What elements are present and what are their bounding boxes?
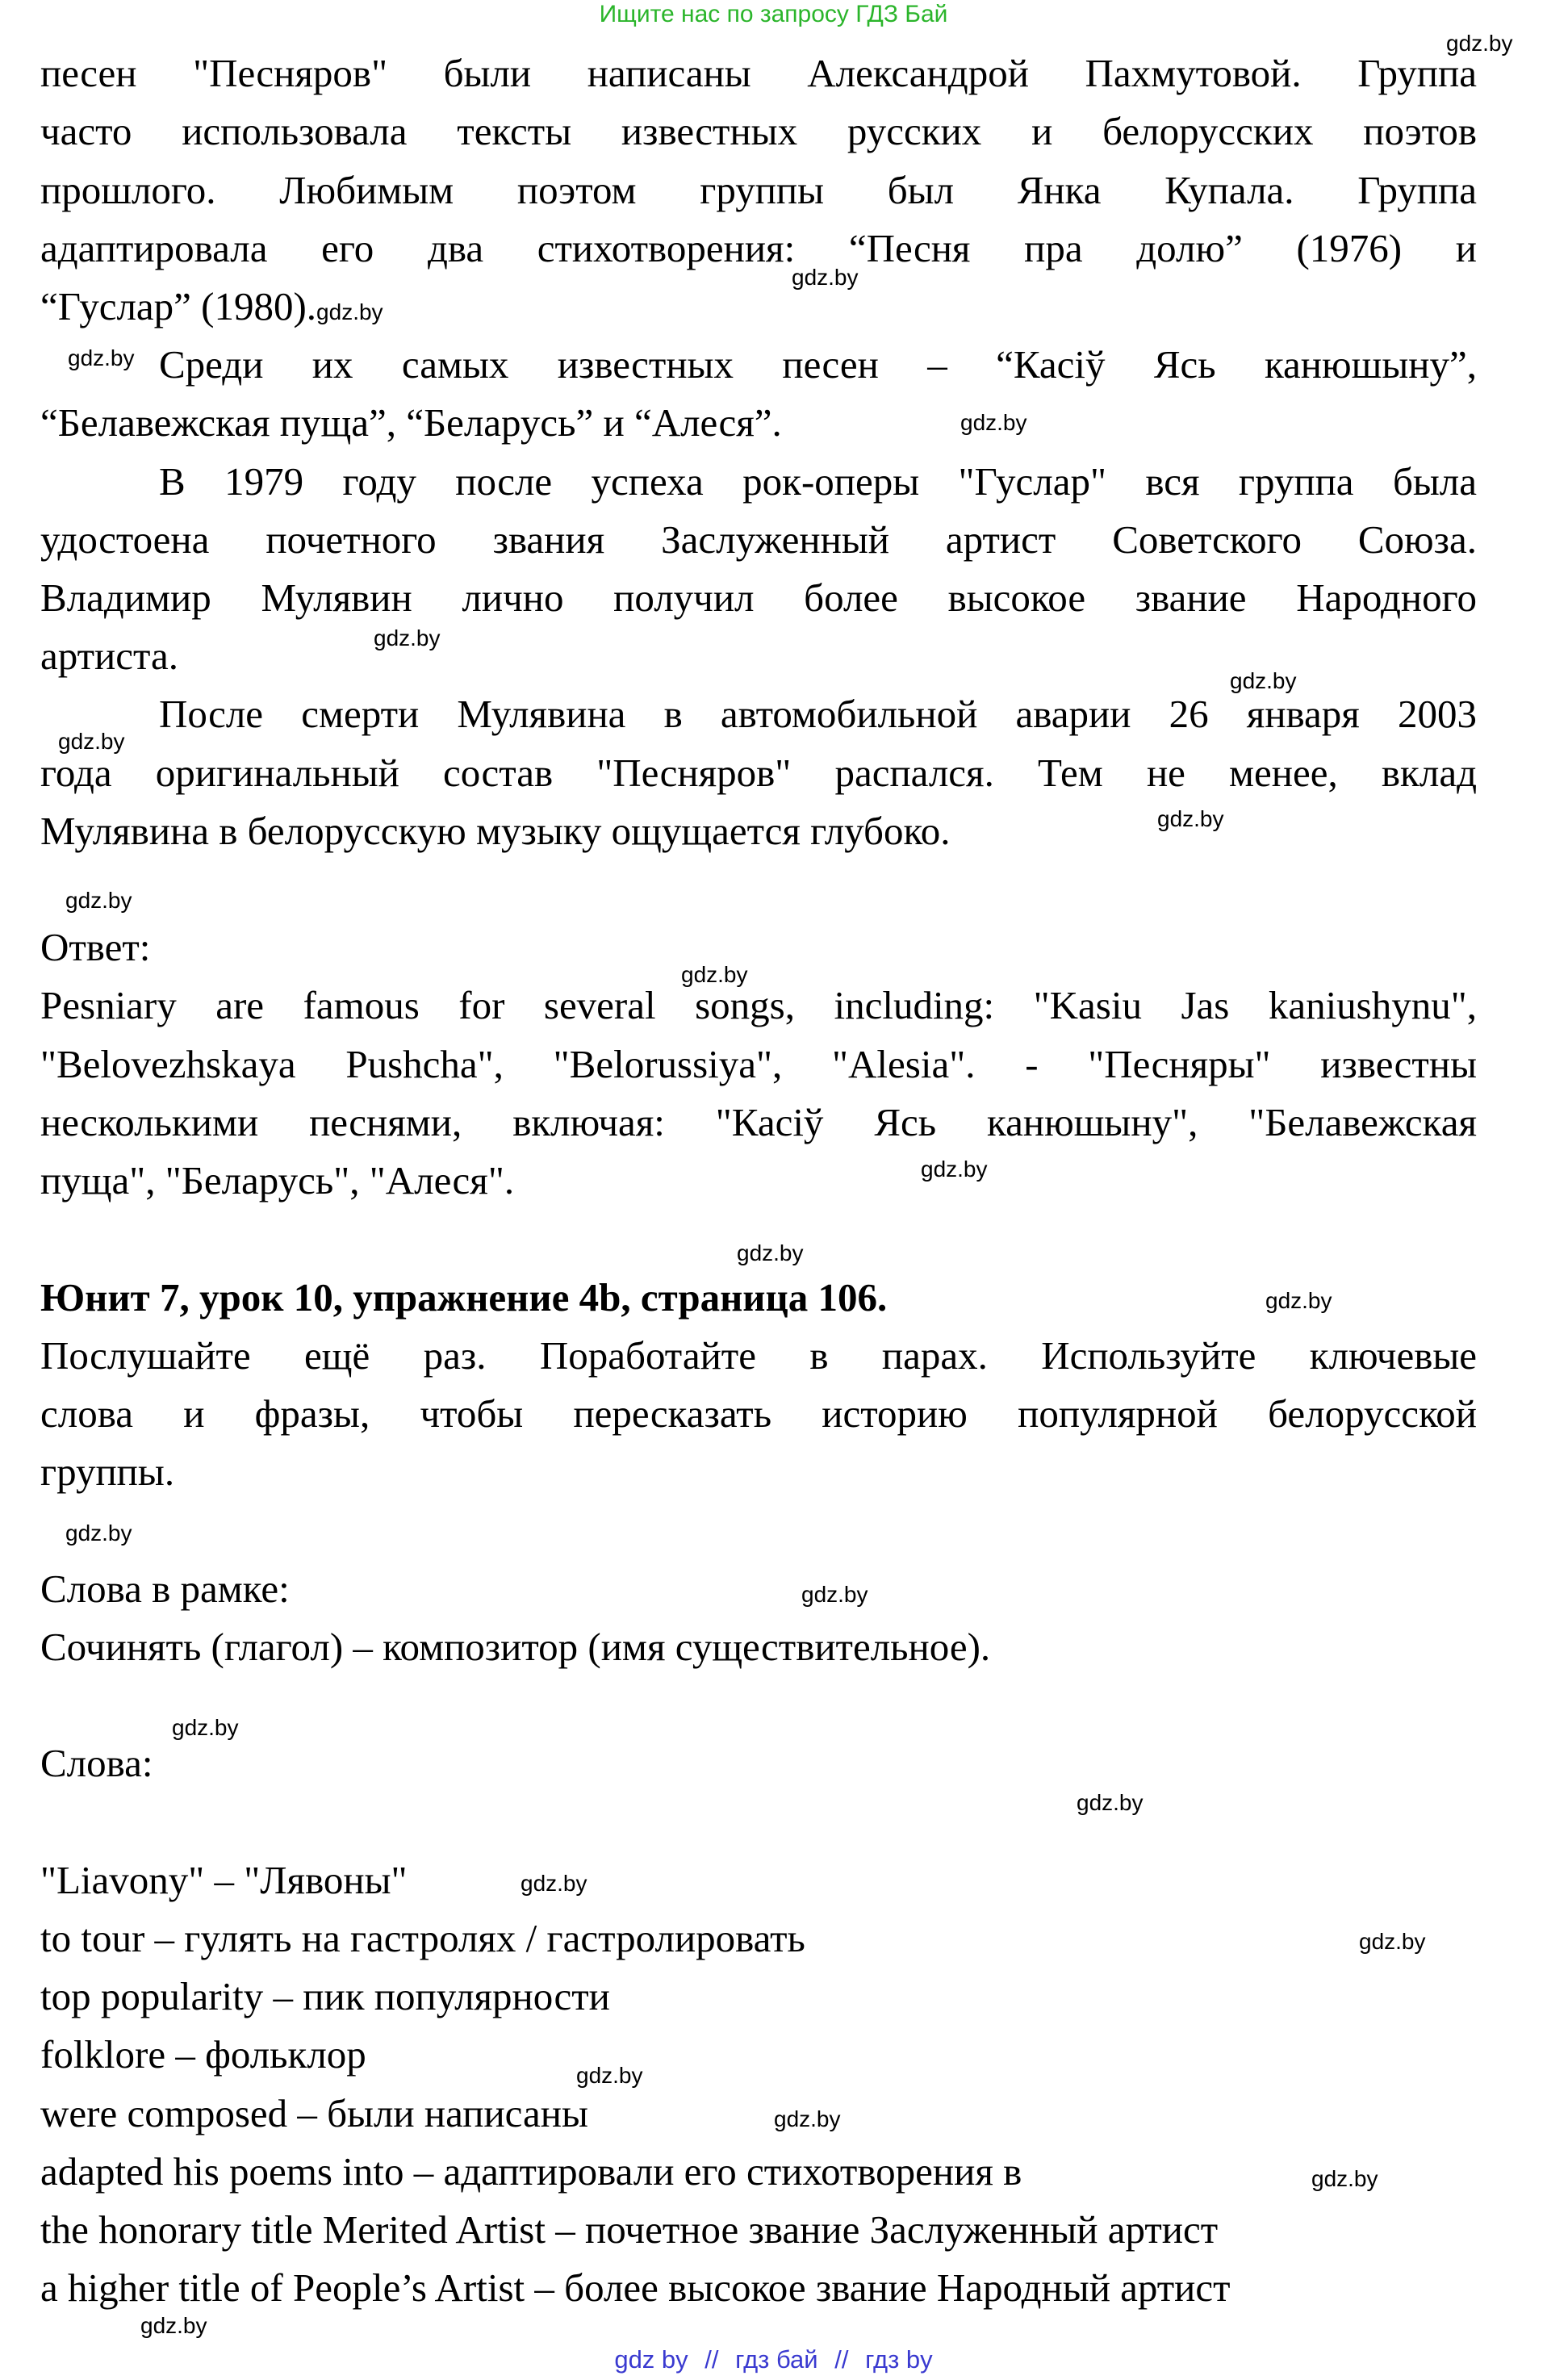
watermark: gdz.by [374,625,441,650]
paragraph-line: Мулявина в белорусскую музыку ощущается глубоко. [40,809,951,853]
paragraph-line: В 1979 году после успеха рок-оперы "Гуслар" вся группа была [159,459,1477,504]
box-label: Слова в рамке: [40,1566,290,1611]
task-line: группы. [40,1449,175,1494]
watermark: gdz.by [68,345,135,370]
answer-line: "Belovezhskaya Pushcha", "Belorussiya", "Alesia". - "Песняры" известны [40,1042,1477,1086]
watermark: gdz.by [65,1520,132,1546]
watermark: gdz.by [801,1582,868,1607]
watermark: gdz.by [65,888,132,913]
paragraph-line: удостоена почетного звания Заслуженный артист Советского Союза. [40,517,1477,562]
watermark: gdz.by [316,299,383,324]
watermark: gdz.by [140,2313,207,2338]
watermark: gdz.by [1311,2166,1378,2191]
watermark: gdz.by [792,265,859,290]
footer-links [0,2344,1547,2376]
watermark: gdz.by [576,2063,643,2088]
paragraph-line: “Белавежская пуща”, “Беларусь” и “Алеся”. [40,400,782,445]
paragraph-line: После смерти Мулявина в автомобильной аварии 26 января 2003 [159,692,1477,736]
section-heading: Юнит 7, урок 10, упражнение 4b, страница 106. [40,1275,888,1320]
task-line: слова и фразы, чтобы пересказать историю популярной белорусской [40,1391,1477,1436]
footer-link-gdz-bai[interactable]: гдз бай [735,2345,818,2374]
answer-line: пуща", "Беларусь", "Алеся". [40,1158,515,1203]
word-item: adapted his poems into – адаптировали его стихотворения в [40,2149,1022,2194]
paragraph-text: “Гуслар” (1980). [40,284,317,328]
watermark: gdz.by [1446,31,1513,56]
watermark: gdz.by [1157,806,1224,831]
answer-line: Pesniary are famous for several songs, including: "Kasiu Jas kaniushynu", [40,983,1477,1027]
footer-link-gdz-by-ru[interactable]: гдз by [865,2345,933,2374]
paragraph-line: артиста. [40,634,178,678]
word-item: were composed – были написаны [40,2091,588,2135]
word-item: "Liavony" – "Лявоны" [40,1858,408,1902]
watermark: gdz.by [1359,1929,1426,1954]
watermark: gdz.by [774,2106,841,2131]
watermark: gdz.by [1077,1790,1144,1815]
search-hint-header: Ищите нас по запросу ГДЗ Бай [599,1,948,27]
watermark: gdz.by [921,1157,988,1182]
watermark: gdz.by [737,1240,804,1265]
word-item: to tour – гулять на гастролях / гастролировать [40,1916,805,1960]
answer-line: несколькими песнями, включая: "Касіў Ясь канюшыну", "Белавежская [40,1100,1477,1144]
watermark: gdz.by [960,410,1027,435]
box-text: Сочинять (глагол) – композитор (имя существительное). [40,1625,991,1669]
watermark: gdz.by [1230,668,1297,693]
paragraph-line: адаптировала его два стихотворения: “Песня пра долю” (1976) и [40,226,1477,270]
words-label: Слова: [40,1741,153,1785]
paragraph-line: часто использовала тексты известных русских и белорусских поэтов [40,109,1477,153]
footer-separator: // [705,2345,719,2374]
paragraph-line: Среди их самых известных песен – “Касіў Ясь канюшыну”, [159,342,1477,387]
word-item: the honorary title Merited Artist – почетное звание Заслуженный артист [40,2207,1219,2252]
watermark: gdz.by [172,1715,239,1740]
answer-label: Ответ: [40,925,151,969]
paragraph-line [40,282,1477,337]
watermark: gdz.by [1265,1288,1332,1313]
watermark: gdz.by [681,962,748,987]
footer-separator: // [834,2345,849,2374]
watermark: gdz.by [58,729,125,754]
footer-link-gdz-by[interactable]: gdz by [614,2345,688,2374]
task-line: Послушайте ещё раз. Поработайте в парах. Используйте ключевые [40,1333,1477,1378]
paragraph-line: Владимир Мулявин лично получил более высокое звание Народного [40,575,1477,620]
word-item: folklore – фольклор [40,2032,366,2077]
paragraph-line: прошлого. Любимым поэтом группы был Янка Купала. Группа [40,168,1477,212]
word-item: a higher title of People’s Artist – более высокое звание Народный артист [40,2265,1231,2310]
paragraph-line: года оригинальный состав "Песняров" распался. Тем не менее, вклад [40,751,1477,795]
word-item: top popularity – пик популярности [40,1974,610,2018]
paragraph-line: песен "Песняров" были написаны Александрой Пахмутовой. Группа [40,51,1477,95]
watermark: gdz.by [521,1871,587,1896]
